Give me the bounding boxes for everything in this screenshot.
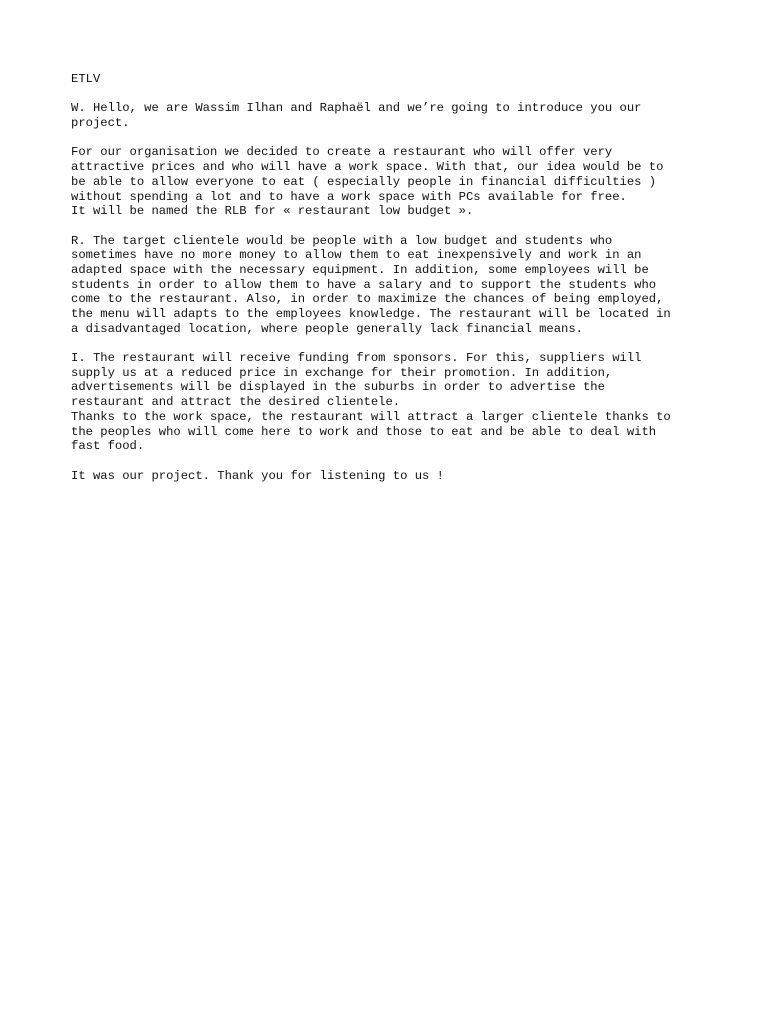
text-line: W. Hello, we are Wassim Ilhan and Raphaël and we’re going to introduce you our: [71, 101, 642, 116]
text-line: supply us at a reduced price in exchange for their promotion. In addition,: [71, 365, 613, 380]
text-line: the peoples who will come here to work and those to eat and be able to deal with: [71, 424, 657, 439]
text-line: the menu will adapts to the employees knowledge. The restaurant will be located in: [71, 307, 671, 321]
text-line: sometimes have no more money to allow them to eat inexpensively and work in an: [71, 248, 642, 263]
text-line: come to the restaurant. Also, in order to maximize the chances of being employed,: [71, 292, 664, 307]
text-line: a disadvantaged location, where people generally lack financial means.: [71, 321, 583, 336]
text-line: attractive prices and who will have a work space. With that, our idea would be to: [71, 160, 664, 175]
paragraph-organisation: [71, 145, 711, 218]
text-line: be able to allow everyone to eat ( especially people in financial difficulties ): [71, 174, 657, 189]
text-line: R. The target clientele would be people with a low budget and students who: [71, 233, 613, 248]
document-heading: [71, 72, 711, 87]
text-line: students in order to allow them to have a salary and to support the students who: [71, 277, 657, 292]
text-line: I. The restaurant will receive funding from sponsors. For this, suppliers will: [71, 351, 642, 366]
text-line: For our organisation we decided to create a restaurant who will offer very: [71, 145, 613, 160]
text-line: adapted space with the necessary equipment. In addition, some employees will be: [71, 262, 649, 277]
text-line: fast food.: [71, 439, 145, 454]
paragraph-closing: [71, 469, 711, 484]
heading-line: ETLV: [71, 72, 101, 86]
paragraph-funding: [71, 351, 711, 454]
text-line: restaurant and attract the desired clientele.: [71, 395, 401, 410]
text-line: It will be named the RLB for « restaurant low budget ».: [71, 204, 474, 219]
paragraph-target-clientele: [71, 234, 711, 337]
text-line: It was our project. Thank you for listening to us !: [71, 468, 444, 483]
paragraph-intro: [71, 101, 711, 130]
text-line: Thanks to the work space, the restaurant will attract a larger clientele thanks to: [71, 409, 671, 424]
text-line: project.: [71, 116, 130, 131]
text-line: advertisements will be displayed in the suburbs in order to advertise the: [71, 380, 605, 395]
document-body: [71, 72, 711, 498]
text-line: without spending a lot and to have a work space with PCs available for free.: [71, 189, 627, 204]
